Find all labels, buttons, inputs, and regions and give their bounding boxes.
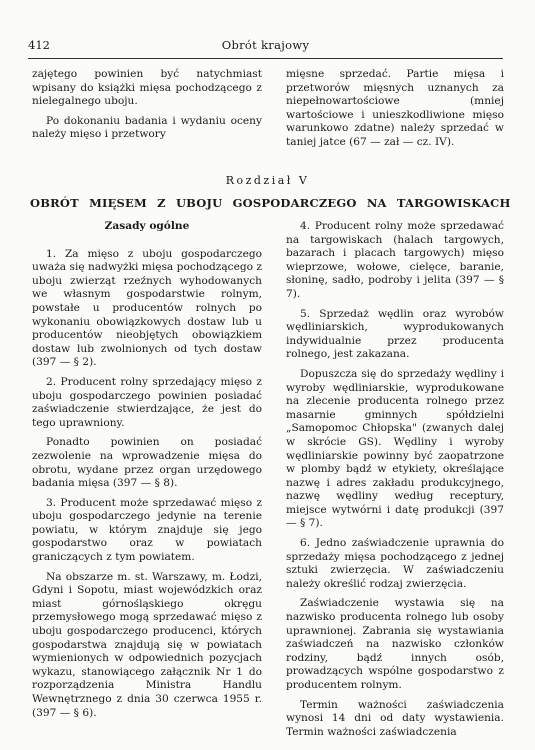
right-column [286, 220, 504, 739]
paragraph: mięsne sprzedać. Partie mięsa i przetworów mięsnych uznanych za niepełnowartościowe (mniej wartościowe i unieszkodliwione mięso warunkowo zdatne) należy sprzedać w taniej jatce (67 — zał — cz. IV). [286, 68, 504, 148]
section-subtitle: Zasady ogólne [104, 220, 190, 232]
page-header [28, 38, 503, 54]
paragraph: 5. Sprzedaż wędlin oraz wyrobów wędliniarskich, wyprodukowanych indywidualnie przez producenta rolnego, jest zakazana. [286, 307, 504, 361]
page-number: 412 [28, 38, 50, 52]
paragraph: zajętego powinien być natychmiast wpisany do książki mięsa pochodzącego z nielegalnego uboju. [32, 68, 262, 108]
paragraph: Na obszarze m. st. Warszawy, m. Łodzi, Gdyni i Sopotu, miast wojewódzkich oraz miast górnośląskiego okręgu przemysłowego mogą sprzedawać mięso z uboju gospodarczego producenci, których gospodarstwa znajdują się w powiatach wymienionych w odpowiednich pozycjach wykazu, stanowiącego załącznik Nr 1 do rozporządzenia Ministra Handlu Wewnętrznego z dnia 30 czerwca 1955 r. (397 — § 6). [32, 570, 262, 719]
paragraph: Termin ważności zaświadczenia wynosi 14 dni od daty wystawienia. Termin ważności zaświadczenia [286, 698, 504, 738]
paragraph: 2. Producent rolny sprzedający mięso z uboju gospodarczego powinien posiadać zaświadczenie stwierdzające, że jest do tego uprawniony. [32, 375, 262, 429]
header-rule [28, 58, 503, 59]
paragraph: Zaświadczenie wystawia się na nazwisko producenta rolnego lub osoby uprawnionej. Zabrania się wystawiania zaświadczeń na nazwisko członków rodziny, bądź innych osób, prowadzących wspólne gospodarstwo z producentem rolnym. [286, 597, 504, 691]
paragraph: Ponadto powinien on posiadać zezwolenie na wprowadzenie mięsa do obrotu, wydane przez organ urzędowego badania mięsa (397 — § 8). [32, 436, 262, 490]
paragraph: 4. Producent rolny może sprzedawać na targowiskach (halach targowych, bazarach i placach targowych) mięso wieprzowe, wołowe, cielęce, baranie, słoninę, sadło, podroby i jelita (397 — § 7). [286, 220, 504, 300]
top-right-column [286, 68, 504, 150]
paragraph: Dopuszcza się do sprzedaży wędliny i wyroby wędliniarskie, wyprodukowane na zlecenie producenta rolnego przez masarnie gminnych spółdzielni „Samopomoc Chłopska" (zwanych dalej w skrócie GS). Wędliny i wyroby wędliniarskie powinny być zaopatrzone w plomby bądź w etykiety, określające nazwę i adres zakładu produkcyjnego, nazwę wędliny według receptury, miejsce wytwórni i datę produkcji (397 — § 7). [286, 367, 504, 530]
running-title: Obrót krajowy [221, 38, 310, 52]
paragraph: 6. Jedno zaświadczenie uprawnia do sprzedaży mięsa pochodzącego z jednej sztuki zwierzęcia. W zaświadczeniu należy określić rodzaj zwierzęcia. [286, 537, 504, 590]
paragraph: 1. Za mięso z uboju gospodarczego uważa się nadwyżki mięsa pochodzącego z uboju zwierząt rzeźnych wyhodowanych we własnym gospodarstwie rolnym, powstałe u producentów rolnych po wykonaniu obowiązkowych dostaw lub u producentów nieobjętych obowiązkiem dostaw lub zwolnionych od tych dostaw (397 — § 2). [32, 247, 262, 369]
left-column [32, 220, 262, 720]
paragraph: 3. Producent może sprzedawać mięso z uboju gospodarczego jedynie na terenie powiatu, w którym znajduje się jego gospodarstwo oraz w powiatach graniczących z tym powiatem. [32, 496, 262, 564]
paragraph: Po dokonaniu badania i wydaniu oceny należy mięso i przetwory [32, 114, 262, 141]
chapter-title: OBRÓT MIĘSEM Z UBOJU GOSPODARCZEGO NA TARGOWISKACH [30, 196, 511, 210]
top-left-column [32, 68, 262, 142]
chapter-label: Rozdział V [225, 174, 310, 187]
